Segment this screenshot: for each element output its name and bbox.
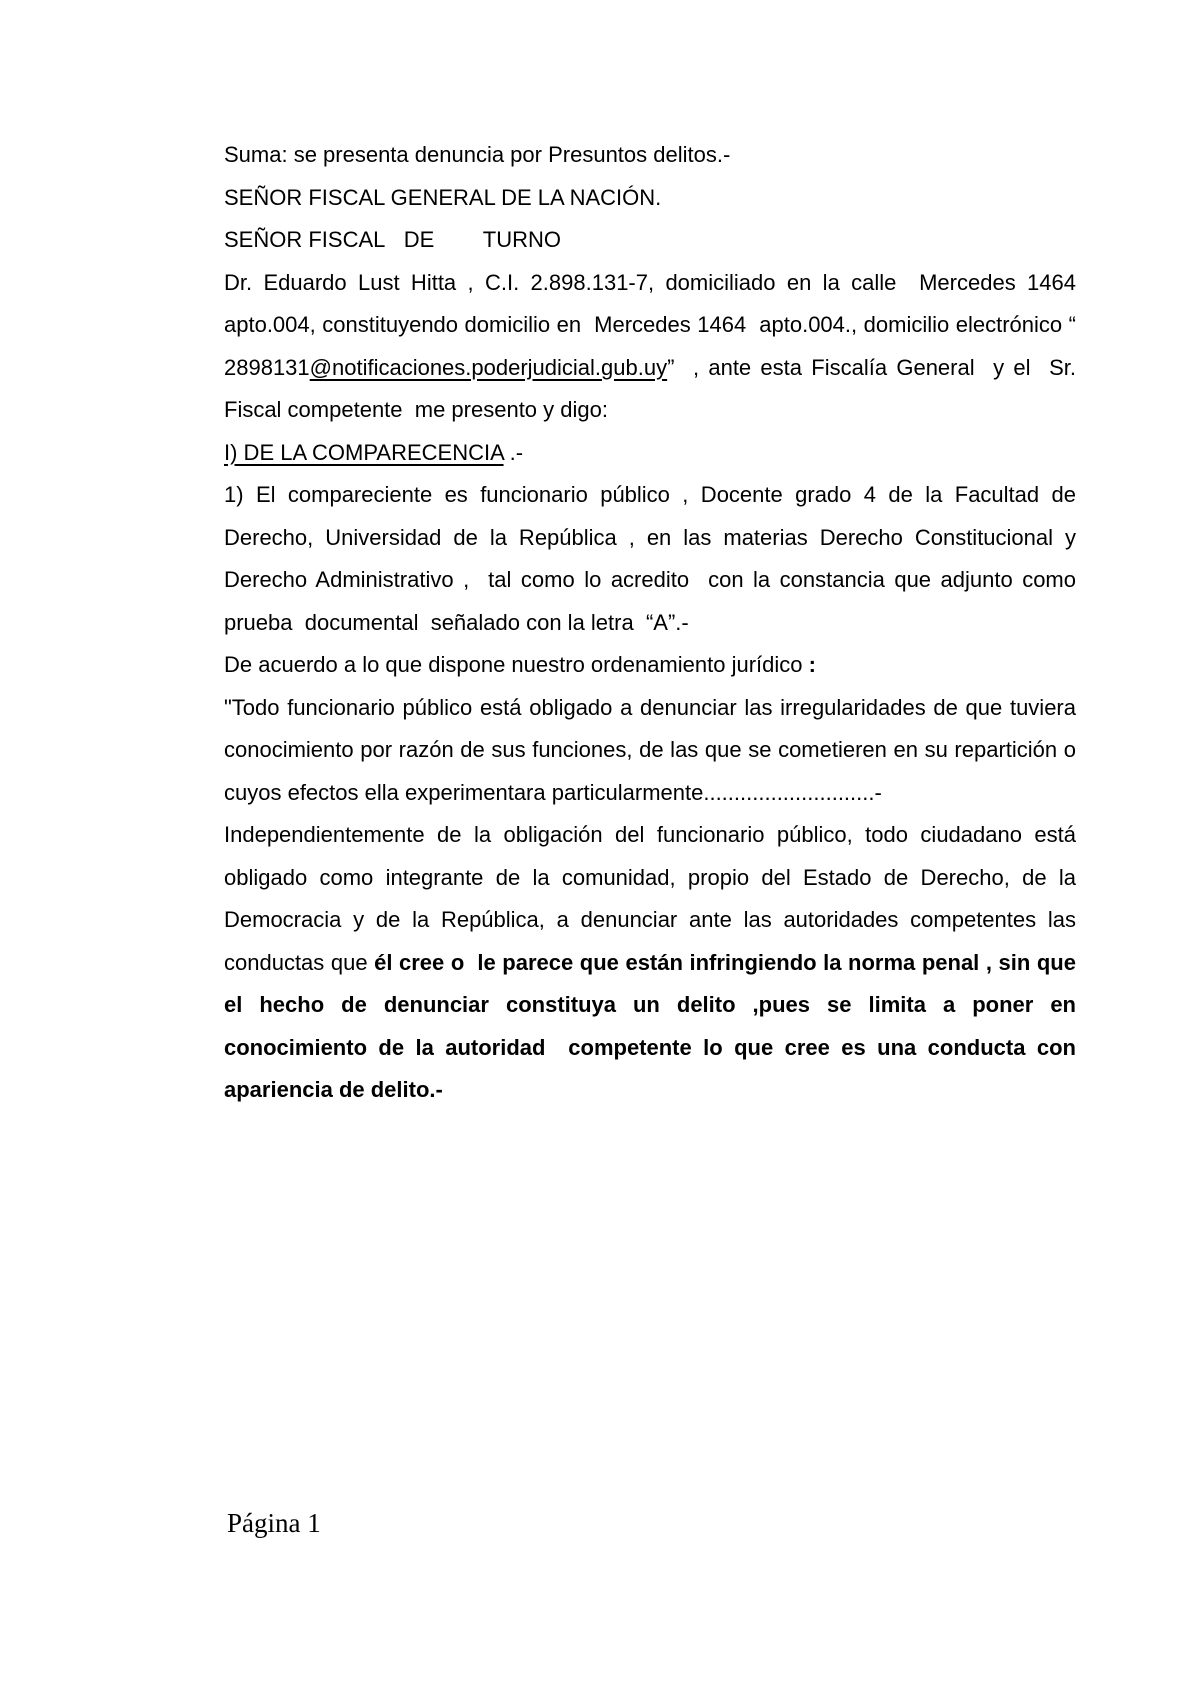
lead-in-text: De acuerdo a lo que dispone nuestro ordenamiento jurídico: [224, 652, 809, 677]
lead-in-paragraph: [224, 644, 1076, 687]
email-address: @notificaciones.poderjudicial.gub.uy: [309, 354, 668, 380]
closing-paragraph: [224, 814, 1076, 1112]
quote-paragraph: "Todo funcionario público está obligado a denunciar las irregularidades de que tuviera conocimiento por razón de sus funciones, de las que se cometieren en su repartición o cuyos efectos ella experimentara particularmente............................-: [224, 694, 1076, 805]
closing-paragraph-regular: Independientemente de la obligación del funcionario público, todo ciudadano está obligado como integrante de la comunidad, propio del Estado de Derecho, de la Democracia y de la República, a denunciar ante las autoridades competentes las conductas que: [224, 822, 1076, 975]
suma-line: Suma: se presenta denuncia por Presuntos delitos.-: [224, 142, 731, 167]
section-heading-comparecencia: [224, 432, 1076, 475]
closing-paragraph-bold: él cree o le parece que están infringiendo la norma penal , sin que el hecho de denunciar constituya un delito ,pues se limita a poner en conocimiento de la autoridad competente lo que cree es una conducta con apariencia de delito.-: [224, 949, 1076, 1102]
intro-text-after-email: ” , ante esta Fiscalía General y el Sr. Fiscal competente me presento y digo:: [224, 354, 1076, 422]
lead-in-colon: :: [808, 652, 816, 677]
page-number: Página 1: [227, 1508, 321, 1538]
heading-fiscal-turno: SEÑOR FISCAL DE TURNO: [224, 227, 561, 252]
paragraph-compareciente: 1) El compareciente es funcionario público , Docente grado 4 de la Facultad de Derecho, Universidad de la República , en las materias Derecho Constitucional y Derecho Administrativo , tal como lo acredito con la constancia que adjunto como prueba documental señalado con la letra “A”.-: [224, 482, 1076, 635]
intro-text-before-email: Dr. Eduardo Lust Hitta , C.I. 2.898.131-7, domiciliado en la calle Mercedes 1464 apto.004, constituyendo domicilio en Mercedes 1464 apto.004., domicilio electrónico “ 2898131: [224, 269, 1076, 380]
section-heading-suffix: .-: [503, 439, 524, 465]
intro-paragraph: [224, 262, 1076, 432]
heading-fiscal-general: SEÑOR FISCAL GENERAL DE LA NACIÓN.: [224, 184, 662, 210]
section-heading-underlined-text: I) DE LA COMPARECENCIA: [224, 439, 504, 465]
document-content: [224, 134, 1076, 1112]
